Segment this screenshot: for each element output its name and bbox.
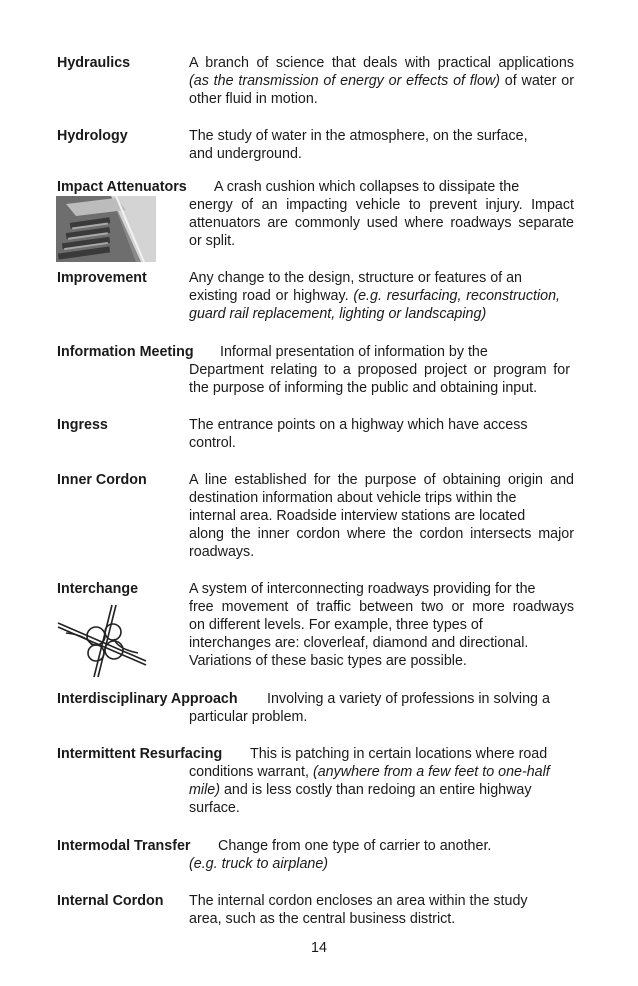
- def-ingress-line1: The entrance points on a highway which have access: [189, 417, 528, 433]
- def-intermittent-resurfacing-italic2: mile): [189, 782, 220, 798]
- term-internal-cordon: Internal Cordon: [57, 893, 164, 909]
- term-inner-cordon: Inner Cordon: [57, 472, 147, 488]
- cloverleaf-interchange-icon: [56, 603, 148, 679]
- term-intermittent-resurfacing: Intermittent Resurfacing: [57, 746, 223, 762]
- def-intermittent-resurfacing-line2-plain: conditions warrant,: [189, 764, 313, 780]
- page-number: 14: [311, 940, 327, 956]
- def-interchange-line3: on different levels. For example, three types of: [189, 617, 483, 633]
- def-improvement-italic: (e.g. resurfacing, reconstruction,: [353, 288, 560, 304]
- def-internal-cordon-line2: area, such as the central business district.: [189, 911, 456, 927]
- def-intermodal-transfer-line1: Change from one type of carrier to another.: [218, 838, 492, 854]
- def-impact-attenuators-line4: or split.: [189, 233, 236, 249]
- def-interchange-line5: Variations of these basic types are possible.: [189, 653, 467, 669]
- term-impact-attenuators: Impact Attenuators: [57, 179, 187, 195]
- def-hydrology-line1: The study of water in the atmosphere, on the surface,: [189, 128, 528, 144]
- def-information-meeting-line1: Informal presentation of information by the: [220, 344, 488, 360]
- def-improvement-line1: Any change to the design, structure or features of an: [189, 270, 523, 286]
- def-intermittent-resurfacing-italic: (anywhere from a few feet to one-half: [312, 764, 550, 780]
- def-interchange-line1: A system of interconnecting roadways providing for the: [189, 581, 536, 597]
- def-interchange-line2: free movement of traffic between two or more roadways: [189, 599, 574, 615]
- def-inner-cordon-line5: roadways.: [189, 544, 255, 560]
- def-impact-attenuators-line2: energy of an impacting vehicle to prevent injury. Impact: [189, 197, 574, 213]
- def-improvement-italic2: guard rail replacement, lighting or landscaping): [189, 306, 487, 322]
- def-intermittent-resurfacing-line3-rest: and is less costly than redoing an entire highway: [219, 782, 532, 798]
- def-intermittent-resurfacing-line1: This is patching in certain locations where road: [250, 746, 548, 762]
- def-hydrology-line2: and underground.: [189, 146, 302, 162]
- def-hydraulics-line1: A branch of science that deals with practical applications: [189, 55, 574, 71]
- crash-cushion-photo: [56, 196, 156, 262]
- def-interdisciplinary-approach-line2: particular problem.: [189, 709, 308, 725]
- term-hydraulics: Hydraulics: [57, 55, 131, 71]
- def-improvement-line2-plain: existing road or highway.: [189, 288, 354, 304]
- def-information-meeting-line2: Department relating to a proposed project or program for: [189, 362, 570, 378]
- def-hydraulics-line3: other fluid in motion.: [189, 91, 318, 107]
- def-information-meeting-line3: the purpose of informing the public and obtaining input.: [189, 380, 538, 396]
- term-hydrology: Hydrology: [57, 128, 128, 144]
- def-intermittent-resurfacing-line2: [189, 763, 574, 781]
- def-intermittent-resurfacing-line3: [189, 781, 574, 799]
- term-information-meeting: Information Meeting: [57, 344, 194, 360]
- def-interdisciplinary-approach-line1: Involving a variety of professions in solving a: [267, 691, 550, 707]
- def-impact-attenuators-line1: A crash cushion which collapses to dissipate the: [214, 179, 520, 195]
- term-ingress: Ingress: [57, 417, 108, 433]
- def-intermodal-transfer-line2: [189, 855, 574, 873]
- def-inner-cordon-line1: A line established for the purpose of obtaining origin and: [189, 472, 574, 488]
- def-inner-cordon-line2: destination information about vehicle trips within the: [189, 490, 517, 506]
- term-improvement: Improvement: [57, 270, 147, 286]
- def-improvement-line3: [189, 305, 574, 323]
- def-intermodal-transfer-italic: (e.g. truck to airplane): [189, 856, 329, 872]
- def-interchange-line4: interchanges are: cloverleaf, diamond and directional.: [189, 635, 529, 651]
- def-inner-cordon-line4: along the inner cordon where the cordon intersects major: [189, 526, 574, 542]
- def-hydraulics-italic: (as the transmission of energy or effects of flow): [189, 73, 500, 89]
- def-inner-cordon-line3: internal area. Roadside interview stations are located: [189, 508, 526, 524]
- def-intermittent-resurfacing-line4: surface.: [189, 800, 240, 816]
- term-intermodal-transfer: Intermodal Transfer: [57, 838, 191, 854]
- def-improvement-line2: [189, 287, 560, 305]
- def-hydraulics-line2-rest: of water or: [499, 73, 574, 89]
- def-ingress-line2: control.: [189, 435, 236, 451]
- term-interchange: Interchange: [57, 581, 139, 597]
- def-impact-attenuators-line3: attenuators are commonly used where roadways separate: [189, 215, 574, 231]
- term-interdisciplinary-approach: Interdisciplinary Approach: [57, 691, 238, 707]
- def-internal-cordon-line1: The internal cordon encloses an area within the study: [189, 893, 528, 909]
- def-hydraulics-line2: [189, 72, 574, 90]
